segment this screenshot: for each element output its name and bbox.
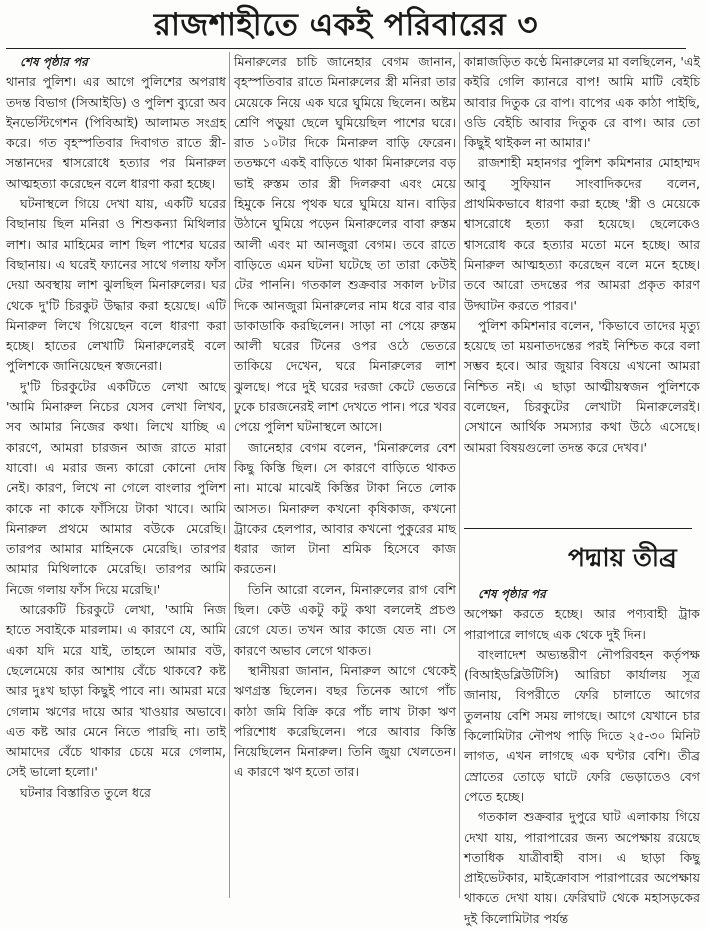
paragraph: কান্নাজড়িত কণ্ঠে মিনারুলের মা বলছিলেন, 'এই কইরি গেলি ক্যানরে বাপ! আমি মাটি বেইচি আবার দিতুক রে বাপ। বাপের এক কাঠা পাইছি, ওডি বেইচি আবার দিতুক রে বাপ। আর তো কিছুই থাইকল না আমার।' xyxy=(464,54,700,151)
headline-rule xyxy=(6,48,686,49)
column-1 xyxy=(6,52,226,902)
column-3 xyxy=(464,52,700,926)
paragraph: পুলিশ কমিশনার বলেন, 'কিভাবে তাদের মৃত্যু হয়েছে তা ময়নাতদন্তের পরই নিশ্চিত করে বলা সম্ভব হবে। আর জুয়ার বিষয়ে এখনো আমরা নিশ্চিত নই। এ ছাড়া আত্মীয়স্বজন পুলিশকে বলেছেন, চিরকুটের লেখাটা মিনারুলেরই। সেখানে আর্থিক সমস্যার কথা উঠে এসেছে। আমরা বিষয়গুলো তদন্ত করে দেখব।' xyxy=(464,317,700,455)
paragraph: আরেকটি চিরকুটে লেখা, 'আমি নিজ হাতে সবাইকে মারলাম। এ কারণে যে, আমি একা যদি মরে যাই, তাহলে আমার বউ, ছেলেমেয়ে কার আশায় বেঁচে থাকবে? কষ্ট আর দুঃখ ছাড়া কিছুই পাবে না। আমরা মরে গেলাম ঋণের দায়ে আর খাওয়ার অভাবে। এত কষ্ট আর মেনে নিতে পারছি না। তাই আমাদের বেঁচে থাকার চেয়ে মরে গেলাম, সেই ভালো হলো।' xyxy=(6,602,226,780)
column-3-top-story xyxy=(464,52,700,530)
paragraph: অপেক্ষা করতে হচ্ছে। আর পণ্যবাহী ট্রাক পারাপারে লাগছে এক থেকে দুই দিন। xyxy=(464,606,700,642)
column-rule xyxy=(459,52,460,898)
headline: রাজশাহীতে একই পরিবারের ৩ xyxy=(153,7,539,43)
paragraph: তিনি আরো বলেন, মিনারুলের রাগ বেশি ছিল। কেউ একটু কটু কথা বললেই প্রচণ্ড রেগে যেত। তখন আর কাজে যেত না। সে কারণে অভাব লেগে থাকত। xyxy=(234,581,456,658)
paragraph: গতকাল শুক্রবার দুপুরে ঘাট এলাকায় গিয়ে দেখা যায়, পারাপারের জন্য অপেক্ষায় রয়েছে শতাধিক যাত্রীবাহী বাস। এ ছাড়া কিছু প্রাইভেটকার, মাইক্রোবাস পারাপারের অপেক্ষায় থাকতে দেখা যায়। ফেরিঘাট থেকে মহাসড়কের দুই কিলোমিটার পর্যন্ত xyxy=(464,809,700,926)
paragraph: বাংলাদেশ অভ্যন্তরীণ নৌপরিবহন কর্তৃপক্ষ (বিআইডব্লিউটিসি) আরিচা কার্যালয় সূত্র জানায়, বিপরীতে ফেরি চালাতে আগের তুলনায় বেশি সময় লাগছে। আগে যেখানে চার কিলোমিটার নৌপথ পাড়ি দিতে ২৫-৩০ মিনিট লাগত, এখন লাগছে এক ঘণ্টার বেশি। তীব্র স্রোতের তোড়ে ঘাটে ফেরি ভেড়াতেও বেগ পেতে হচ্ছে। xyxy=(464,646,700,804)
column-rule xyxy=(229,52,230,898)
paragraph: থানার পুলিশ। এর আগে পুলিশের অপরাধ তদন্ত বিভাগ (সিআইডি) ও পুলিশ ব্যুরো অব ইনভেস্টিগেশন (পিবিআই) আলামত সংগ্রহ করে। গত বৃহস্পতিবার দিবাগত রাতে স্ত্রী-সন্তানদের শ্বাসরোধে হত্যার পর মিনারুল আত্মহত্যা করেছেন বলে ধারণা করা হচ্ছে। xyxy=(6,74,226,191)
continued-kicker: শেষ পৃষ্ঠার পর xyxy=(20,55,88,69)
paragraph: জানেহার বেগম বলেন, 'মিনারুলের বেশ কিছু কিস্তি ছিল। সে কারণে বাড়িতে থাকত না। মাঝে মাঝেই কিস্তির টাকা নিতে লোক আসত। মিনারুল কখনো কৃষিকাজ, কখনো ট্রাকের হেলপার, আবার কখনো পুকুরের মাছ ধরার জাল টানা শ্রমিক হিসেবে কাজ করতেন। xyxy=(234,439,456,577)
paragraph: মিনারুলের চাচি জানেহার বেগম জানান, বৃহস্পতিবার রাতে মিনারুলের স্ত্রী মনিরা তার মেয়েকে নিয়ে এক ঘরে ঘুমিয়ে ছিলেন। অষ্টম শ্রেণি পড়ুয়া ছেলে ঘুমিয়েছিল পাশের ঘরে। রাত ১০টার দিকে মিনারুল বাড়ি ফেরেন। ততক্ষণে একই বাড়িতে থাকা মিনারুলের বড় ভাই রুস্তম তার স্ত্রী দিলরুবা এবং মেয়ে হিমুকে নিয়ে পৃথক ঘরে ঘুমিয়ে যান। বাড়ির উঠানে ঘুমিয়ে পড়েন মিনারুলের বাবা রুস্তম আলী এবং মা আনজুরা বেগম। তবে রাতে বাড়িতে এমন ঘটনা ঘটেছে তা তারা কেউই টের পাননি। গতকাল শুক্রবার সকাল ৮টার দিকে আনজুরা মিনারুলের নাম ধরে বার বার ডাকাডাকি করছিলেন। সাড়া না পেয়ে রুস্তম আলী ঘরের টিনের ওপর ওঠে ভেতরে তাকিয়ে দেখেন, ঘরে মিনারুলের লাশ ঝুলছে। পরে দুই ঘরের দরজা কেটে ভেতরে ঢুকে চারজনেরই লাশ দেখতে পান। পরে খবর পেয়ে পুলিশ ঘটনাস্থলে আসে। xyxy=(234,54,456,435)
paragraph: ঘটনার বিস্তারিত তুলে ধরে xyxy=(20,784,151,800)
paragraph: স্থানীয়রা জানান, মিনারুল আগে থেকেই ঋণগ্রস্ত ছিলেন। বছর তিনেক আগে পাঁচ কাঠা জমি বিক্রি করে পাঁচ লাখ টাকা ঋণ পরিশোধ করেছিলেন। পরে আবার কিস্তি নিয়েছিলেন মিনারুল। তিনি জুয়া খেলতেন। এ কারণে ঋণ হতো তার। xyxy=(234,662,456,780)
paragraph: ঘটনাস্থলে গিয়ে দেখা যায়, একটি ঘরের বিছানায় ছিল মনিরা ও শিশুকন্যা মিথিলার লাশ। আর মাহিমের লাশ ছিল পাশের ঘরের বিছানায়। এ ঘরেই ফ্যানের সাথে গলায় ফাঁস দেয়া অবস্থায় লাশ ঝুলছিল মিনারুলের। ঘর থেকে দু'টি চিরকুট উদ্ধার করা হয়েছে। এটি মিনারুল লিখে গিয়েছেন বলে ধারণা করা হচ্ছে। হাতের লেখাটি মিনারুলেরই বলে পুলিশকে জানিয়েছেন স্বজনেরা। xyxy=(6,196,226,374)
column-2 xyxy=(234,52,456,902)
story-divider xyxy=(464,528,692,529)
sub-headline: পদ্মায় তীব্র xyxy=(568,543,677,572)
paragraph: রাজশাহী মহানগর পুলিশ কমিশনার মোহাম্মদ আবু সুফিয়ান সাংবাদিকদের বলেন, প্রাথমিকভাবে ধারণা করা হচ্ছে 'স্ত্রী ও মেয়েকে শ্বাসরোধে হত্যা করা হয়েছে। ছেলেকেও শ্বাসরোধ করে হত্যার মতো মনে হচ্ছে। আর মিনারুল আত্মহত্যা করেছেন বলে মনে হচ্ছে। তবে আরো তদন্তের পর আমরা প্রকৃত কারণ উদ্ঘাটন করতে পারব।' xyxy=(464,155,700,313)
column-3-bottom-story xyxy=(464,584,700,926)
paragraph: দু'টি চিরকুটের একটিতে লেখা আছে 'আমি মিনারুল নিচের যেসব লেখা লিখব, সব আমার নিজের কথা। লিখে যাচ্ছি এ কারণে, আমরা চারজন আজ রাতে মারা যাবো। এ মরার জন্য কারো কোনো দোষ নেই। কারণ, লিখে না গেলে বাংলার পুলিশ কাকে না কাকে ফাঁসিয়ে টাকা খাবে। আমি মিনারুল প্রথমে আমার বউকে মেরেছি। তারপর আমার মাহিনকে মেরেছি। তারপর আমার মিথিলাকে মেরেছি। তারপর আমি নিজে গলায় ফাঁস দিয়ে মরেছি।' xyxy=(6,378,226,597)
continued-kicker: শেষ পৃষ্ঠার পর xyxy=(478,587,546,601)
